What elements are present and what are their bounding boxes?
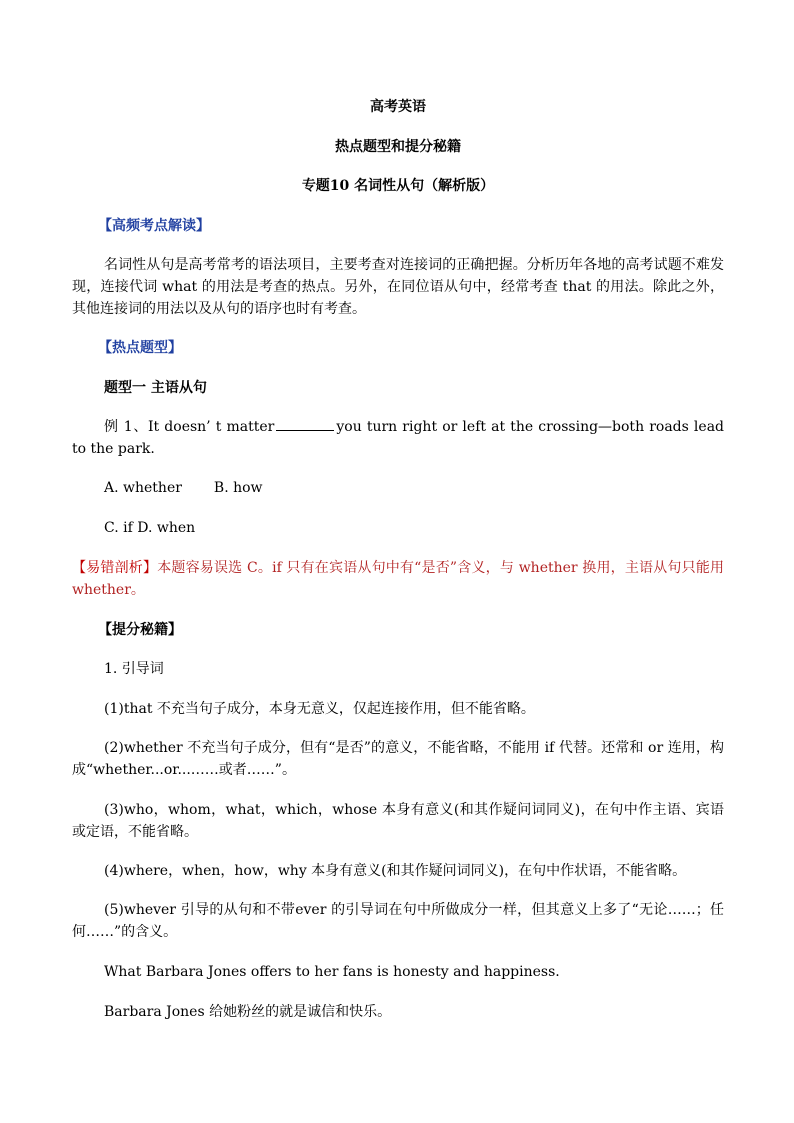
error-analysis-label: 【易错剖析】 (72, 560, 158, 576)
example-question (72, 416, 724, 460)
tip-4: (4)where，when，how，why 本身有意义(和其作疑问词同义)，在句中作状语，不能省略。 (104, 863, 687, 879)
example-chinese: Barbara Jones 给她粉丝的就是诚信和快乐。 (104, 1004, 392, 1020)
hot-types-heading: 【热点题型】 (98, 340, 182, 356)
tip-2: (2)whether 不充当句子成分，但有“是否”的意义，不能省略，不能用 if 代替。还常和 or 连用，构成“whether...or...……或者……”。 (72, 740, 724, 778)
tip-5: (5)whever 引导的从句和不带ever 的引导词在句中所做成分一样，但其意义上多了“无论……；任何……”的含义。 (72, 902, 724, 940)
tips-subheading: 1. 引导词 (104, 661, 164, 677)
tips-heading: 【提分秘籍】 (98, 622, 182, 638)
error-analysis-text: 本题容易误选 C。if 只有在宾语从句中有“是否”含义，与 whether 换用，主语从句只能用 whether。 (72, 560, 725, 598)
document-subtitle: 热点题型和提分秘籍 (335, 139, 461, 155)
example-prefix: 例 1、It doesn’ t matter (104, 419, 275, 435)
example-english: What Barbara Jones offers to her fans is honesty and happiness. (104, 964, 560, 980)
example-suffix: you turn right or left at the crossing—both roads lead to the park. (72, 419, 725, 457)
high-frequency-paragraph: 名词性从句是高考常考的语法项目，主要考查对连接词的正确把握。分析历年各地的高考试题不难发现，连接代词 what 的用法是考查的热点。另外，在同位语从句中，经常考查 that 的用法。除此之外，其他连接词的用法以及从句的语序也时有考查。 (72, 257, 724, 317)
options-row-2: C. if D. when (104, 520, 196, 536)
error-analysis (72, 557, 724, 601)
document-title: 高考英语 (370, 99, 426, 115)
options-row-1 (104, 477, 756, 499)
tip-3: (3)who，whom，what，which，whose 本身有意义(和其作疑问词同义)，在句中作主语、宾语或定语，不能省略。 (72, 802, 724, 840)
answer-blank (276, 416, 334, 431)
topic-title: 专题10 名词性从句（解析版） (301, 178, 495, 194)
option-b: B. how (213, 480, 263, 496)
tip-1: (1)that 不充当句子成分，本身无意义，仅起连接作用，但不能省略。 (104, 701, 535, 717)
high-frequency-heading: 【高频考点解读】 (98, 218, 210, 234)
option-a: A. whether (104, 480, 182, 496)
type-one-heading: 题型一 主语从句 (104, 380, 207, 396)
